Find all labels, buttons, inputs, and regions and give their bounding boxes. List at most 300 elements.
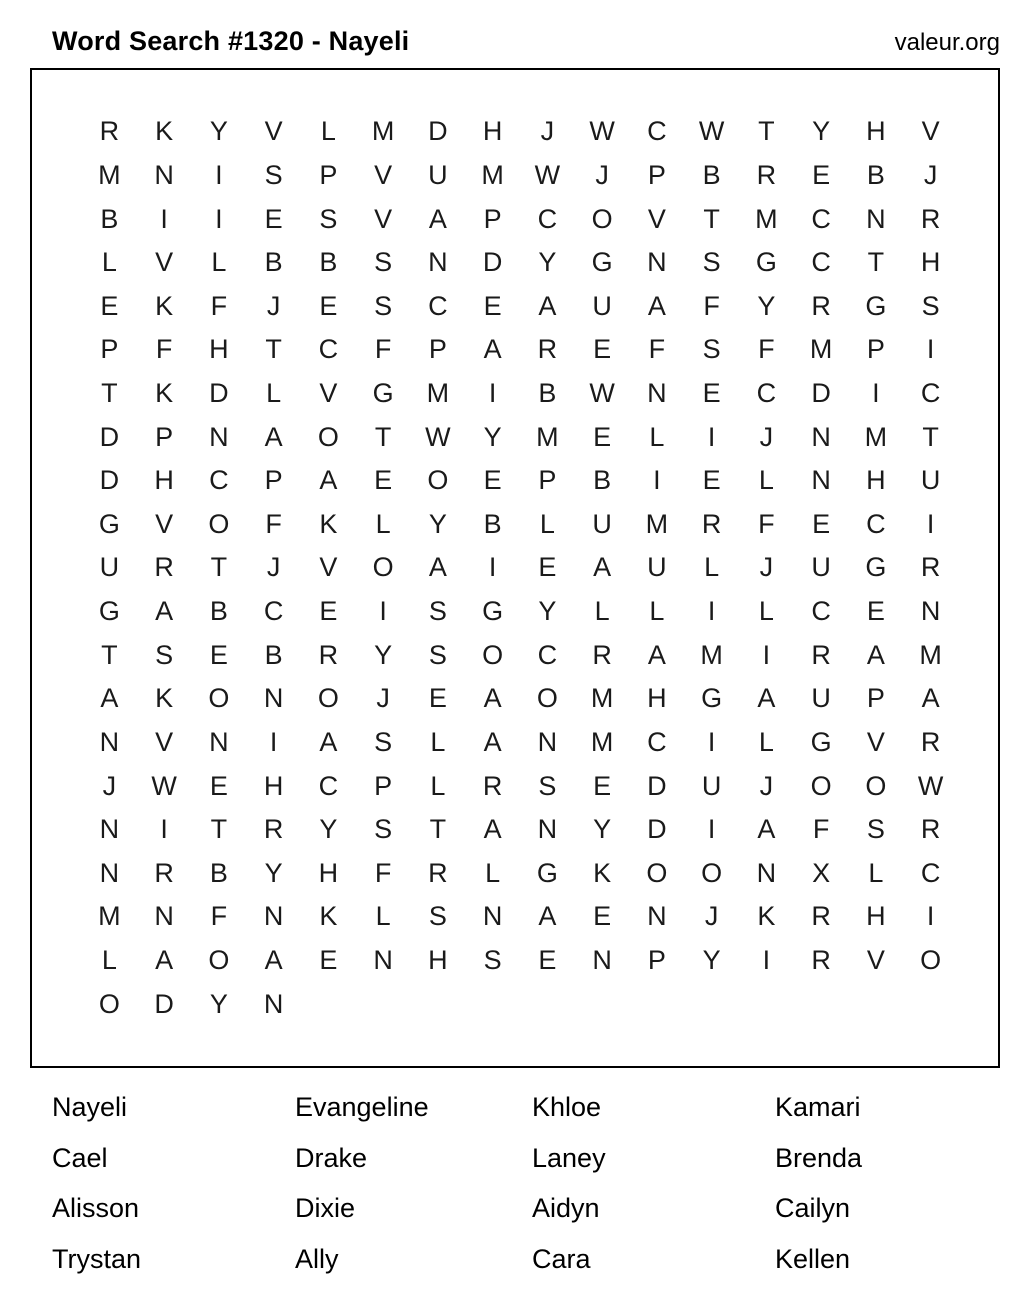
grid-cell: N xyxy=(920,596,941,627)
grid-cell: T xyxy=(210,814,228,845)
grid-cell: C xyxy=(647,726,667,757)
grid-cell: E xyxy=(428,683,447,714)
grid-cell: L xyxy=(211,247,227,278)
grid-cell: E xyxy=(812,508,831,539)
grid-cell: E xyxy=(100,290,119,321)
grid-cell: N xyxy=(592,945,612,976)
grid-cell: F xyxy=(703,290,720,321)
grid-cell: J xyxy=(759,421,774,452)
grid-cell: Y xyxy=(428,508,447,539)
grid-cell: L xyxy=(758,596,774,627)
word-list-item: Kellen xyxy=(775,1243,851,1274)
grid-cell: A xyxy=(757,683,776,714)
word-list-item: Evangeline xyxy=(295,1092,429,1122)
grid-cell: A xyxy=(593,552,612,583)
grid-cell: S xyxy=(428,596,447,627)
grid-cell: C xyxy=(647,116,667,147)
grid-cell: N xyxy=(647,378,667,409)
word-list-item: Ally xyxy=(295,1243,339,1274)
grid-cell: H xyxy=(866,465,886,496)
grid-cell: L xyxy=(430,726,446,757)
grid-cell: K xyxy=(155,116,174,147)
grid-cell: F xyxy=(758,334,775,365)
grid-cell: S xyxy=(264,159,283,190)
grid-cell: L xyxy=(320,116,336,147)
grid-cell: U xyxy=(811,683,831,714)
grid-cell: R xyxy=(154,552,174,583)
grid-cell: P xyxy=(866,334,885,365)
grid-cell: O xyxy=(591,203,613,234)
word-list-item: Brenda xyxy=(775,1142,863,1173)
grid-cell: Y xyxy=(757,290,776,321)
grid-cell: U xyxy=(647,552,667,583)
grid-cell: R xyxy=(756,159,777,190)
grid-cell: J xyxy=(759,552,774,583)
grid-cell: H xyxy=(209,334,229,365)
grid-cell: K xyxy=(319,901,338,932)
grid-cell: N xyxy=(99,857,120,888)
site-name: valeur.org xyxy=(894,29,1000,56)
grid-cell: G xyxy=(810,726,832,757)
grid-cell: A xyxy=(319,465,338,496)
grid-cell: Y xyxy=(483,421,502,452)
grid-cell: D xyxy=(99,465,120,496)
grid-cell: O xyxy=(427,465,449,496)
grid-cell: Y xyxy=(209,988,228,1019)
grid-cell: G xyxy=(865,290,887,321)
grid-cell: A xyxy=(921,683,940,714)
grid-cell: P xyxy=(264,465,283,496)
grid-cell: J xyxy=(704,901,719,932)
grid-cell: T xyxy=(703,203,720,234)
grid-cell: B xyxy=(483,508,502,539)
grid-cell: H xyxy=(263,770,284,801)
grid-cell: R xyxy=(811,639,831,670)
grid-cell: C xyxy=(756,378,777,409)
grid-cell: V xyxy=(155,247,174,278)
grid-cell: S xyxy=(483,945,502,976)
grid-cell: J xyxy=(266,290,281,321)
word-list-item: Dixie xyxy=(295,1193,356,1224)
grid-cell: E xyxy=(812,159,831,190)
grid-cell: E xyxy=(866,596,885,627)
grid-cell: D xyxy=(811,378,831,409)
grid-cell: R xyxy=(920,203,941,234)
grid-cell: B xyxy=(264,639,283,670)
grid-cell: N xyxy=(373,945,393,976)
grid-cell: M xyxy=(700,639,723,670)
grid-cell: B xyxy=(593,465,612,496)
grid-cell: C xyxy=(920,378,941,409)
grid-cell: L xyxy=(704,552,720,583)
grid-cell: W xyxy=(425,421,451,452)
grid-cell: A xyxy=(428,203,447,234)
grid-cell: E xyxy=(209,770,228,801)
grid-cell: L xyxy=(649,421,665,452)
grid-cell: S xyxy=(538,770,557,801)
word-list-item: Cael xyxy=(52,1142,108,1173)
grid-cell: P xyxy=(428,334,447,365)
grid-cell: R xyxy=(154,857,174,888)
grid-cell: T xyxy=(101,378,118,409)
grid-cell: A xyxy=(319,726,338,757)
word-list-item: Drake xyxy=(295,1142,368,1173)
grid-cell: E xyxy=(593,901,612,932)
grid-cell: C xyxy=(811,596,831,627)
grid-cell: G xyxy=(98,508,120,539)
grid-cell: R xyxy=(428,857,448,888)
grid-cell: T xyxy=(922,421,939,452)
grid-cell: A xyxy=(264,421,283,452)
grid-cell: B xyxy=(264,247,283,278)
grid-cell: E xyxy=(319,596,338,627)
word-list-item: Kamari xyxy=(775,1092,861,1122)
grid-cell: P xyxy=(155,421,174,452)
grid-cell: G xyxy=(98,596,120,627)
grid-cell: B xyxy=(209,857,228,888)
grid-cell: O xyxy=(536,683,558,714)
grid-cell: R xyxy=(318,639,339,670)
grid-cell: D xyxy=(99,421,120,452)
grid-cell: F xyxy=(812,814,830,845)
grid-cell: E xyxy=(593,770,612,801)
grid-cell: T xyxy=(429,814,447,845)
grid-cell: E xyxy=(319,945,338,976)
grid-cell: N xyxy=(263,683,284,714)
grid-cell: P xyxy=(866,683,885,714)
grid-cell: P xyxy=(319,159,338,190)
grid-cell: Y xyxy=(538,596,557,627)
grid-cell: S xyxy=(155,639,174,670)
grid-cell: F xyxy=(758,508,775,539)
grid-cell: M xyxy=(755,203,778,234)
grid-cell: A xyxy=(155,596,174,627)
grid-cell: E xyxy=(374,465,393,496)
grid-cell: P xyxy=(647,159,666,190)
grid-cell: E xyxy=(538,945,557,976)
grid-cell: I xyxy=(926,901,935,932)
grid-cell: V xyxy=(264,116,283,147)
grid-cell: L xyxy=(649,596,665,627)
page-header xyxy=(0,0,1030,57)
grid-cell: A xyxy=(100,683,119,714)
grid-cell: P xyxy=(647,945,666,976)
grid-cell: S xyxy=(866,814,885,845)
grid-cell: R xyxy=(920,814,941,845)
word-list-item: Cara xyxy=(532,1243,591,1274)
grid-cell: I xyxy=(707,814,716,845)
grid-cell: N xyxy=(811,465,831,496)
grid-cell: L xyxy=(868,857,884,888)
grid-cell: T xyxy=(265,334,282,365)
grid-cell: T xyxy=(758,116,775,147)
grid-cell: R xyxy=(482,770,503,801)
grid-cell: E xyxy=(319,290,338,321)
grid-cell: F xyxy=(210,290,228,321)
grid-cell: V xyxy=(647,203,666,234)
grid-cell: E xyxy=(483,465,502,496)
grid-cell: M xyxy=(919,639,942,670)
grid-cell: R xyxy=(811,945,831,976)
grid-cell: L xyxy=(375,508,391,539)
grid-cell: L xyxy=(101,945,117,976)
grid-cell: I xyxy=(707,421,716,452)
word-list-item: Aidyn xyxy=(532,1193,600,1224)
grid-cell: N xyxy=(209,421,229,452)
grid-cell: Y xyxy=(702,945,721,976)
grid-cell: S xyxy=(374,290,393,321)
grid-cell: O xyxy=(208,508,230,539)
grid-cell: V xyxy=(866,726,885,757)
word-list-item: Trystan xyxy=(52,1243,142,1274)
grid-cell: R xyxy=(920,726,941,757)
grid-cell: J xyxy=(376,683,390,714)
grid-cell: D xyxy=(154,988,174,1019)
grid-cell: C xyxy=(866,508,886,539)
grid-cell: U xyxy=(592,290,612,321)
grid-cell: A xyxy=(757,814,776,845)
word-list xyxy=(52,1090,990,1276)
grid-cell: A xyxy=(647,290,666,321)
grid-cell: P xyxy=(538,465,557,496)
grid-cell: J xyxy=(102,770,117,801)
grid-cell: M xyxy=(536,421,559,452)
grid-cell: S xyxy=(921,290,940,321)
word-list-item: Khloe xyxy=(532,1092,602,1122)
grid-cell: O xyxy=(317,421,339,452)
grid-cell: F xyxy=(155,334,173,365)
grid-cell: D xyxy=(428,116,448,147)
grid-cell: B xyxy=(209,596,228,627)
grid-cell: N xyxy=(482,901,503,932)
grid-cell: Y xyxy=(593,814,612,845)
grid-cell: I xyxy=(926,508,935,539)
grid-cell: R xyxy=(263,814,284,845)
word-list-item: Alisson xyxy=(52,1193,140,1224)
grid-cell: I xyxy=(160,814,168,845)
grid-cell: Y xyxy=(812,116,831,147)
grid-cell: O xyxy=(920,945,942,976)
grid-cell: N xyxy=(263,901,284,932)
grid-cell: S xyxy=(428,901,447,932)
grid-cell: C xyxy=(318,334,339,365)
grid-cell: H xyxy=(318,857,339,888)
grid-cell: R xyxy=(537,334,558,365)
grid-cell: B xyxy=(702,159,721,190)
grid-cell: T xyxy=(867,247,885,278)
grid-cell: A xyxy=(538,901,557,932)
grid-cell: L xyxy=(101,247,117,278)
grid-cell: S xyxy=(374,247,393,278)
grid-cell: T xyxy=(210,552,228,583)
grid-cell: B xyxy=(100,203,119,234)
grid-cell: R xyxy=(701,508,722,539)
grid-cell: P xyxy=(483,203,502,234)
grid-cell: C xyxy=(209,465,229,496)
grid-cell: V xyxy=(866,945,885,976)
grid-cell: O xyxy=(646,857,668,888)
grid-cell: M xyxy=(98,159,121,190)
grid-cell: I xyxy=(653,465,661,496)
grid-cell: E xyxy=(702,465,721,496)
puzzle-grid-box xyxy=(30,68,1000,1068)
puzzle-grid xyxy=(82,110,958,1026)
grid-cell: A xyxy=(264,945,283,976)
grid-cell: N xyxy=(811,421,831,452)
grid-cell: O xyxy=(865,770,887,801)
grid-cell: G xyxy=(372,378,394,409)
grid-cell: R xyxy=(811,290,831,321)
grid-cell: N xyxy=(647,901,667,932)
grid-cell: N xyxy=(647,247,667,278)
grid-cell: H xyxy=(920,247,941,278)
grid-cell: R xyxy=(592,639,612,670)
grid-cell: F xyxy=(210,901,228,932)
grid-cell: L xyxy=(485,857,501,888)
grid-cell: O xyxy=(98,988,120,1019)
grid-cell: S xyxy=(319,203,338,234)
grid-cell: I xyxy=(379,596,387,627)
grid-cell: S xyxy=(702,334,721,365)
grid-cell: C xyxy=(811,247,831,278)
grid-cell: Y xyxy=(209,116,228,147)
grid-cell: Y xyxy=(319,814,338,845)
grid-cell: H xyxy=(428,945,448,976)
grid-cell: N xyxy=(209,726,229,757)
grid-cell: G xyxy=(591,247,613,278)
grid-cell: W xyxy=(589,116,615,147)
grid-cell: C xyxy=(263,596,284,627)
grid-cell: Y xyxy=(538,247,557,278)
grid-cell: V xyxy=(921,116,940,147)
grid-cell: T xyxy=(101,639,118,670)
grid-cell: U xyxy=(701,770,722,801)
grid-cell: F xyxy=(374,857,392,888)
grid-cell: K xyxy=(155,290,174,321)
grid-cell: E xyxy=(593,421,612,452)
grid-cell: R xyxy=(99,116,120,147)
grid-cell: O xyxy=(317,683,339,714)
grid-cell: N xyxy=(756,857,777,888)
grid-cell: V xyxy=(319,378,338,409)
grid-cell: I xyxy=(215,203,223,234)
grid-cell: C xyxy=(318,770,339,801)
grid-cell: I xyxy=(160,203,168,234)
grid-cell: I xyxy=(926,334,935,365)
grid-cell: O xyxy=(208,945,230,976)
grid-cell: K xyxy=(155,683,174,714)
grid-cell: N xyxy=(537,814,558,845)
grid-cell: D xyxy=(647,814,667,845)
grid-cell: F xyxy=(265,508,282,539)
grid-cell: D xyxy=(209,378,229,409)
grid-cell: M xyxy=(426,378,450,409)
grid-cell: H xyxy=(482,116,503,147)
grid-cell: G xyxy=(536,857,558,888)
grid-cell: M xyxy=(590,726,614,757)
grid-cell: W xyxy=(534,159,561,190)
grid-cell: I xyxy=(215,159,223,190)
grid-cell: A xyxy=(428,552,447,583)
grid-cell: S xyxy=(702,247,721,278)
grid-cell: J xyxy=(759,770,774,801)
grid-cell: E xyxy=(209,639,228,670)
grid-cell: I xyxy=(488,552,497,583)
grid-cell: M xyxy=(371,116,395,147)
grid-cell: J xyxy=(595,159,609,190)
grid-cell: G xyxy=(482,596,504,627)
grid-cell: H xyxy=(154,465,174,496)
grid-cell: J xyxy=(540,116,555,147)
grid-cell: G xyxy=(701,683,723,714)
grid-cell: L xyxy=(758,465,774,496)
grid-cell: I xyxy=(488,378,497,409)
grid-cell: V xyxy=(374,203,393,234)
grid-cell: V xyxy=(319,552,338,583)
grid-cell: E xyxy=(538,552,557,583)
grid-cell: A xyxy=(866,639,885,670)
grid-cell: D xyxy=(482,247,503,278)
grid-cell: C xyxy=(920,857,941,888)
page-title: Word Search #1320 - Nayeli xyxy=(52,26,410,56)
grid-cell: R xyxy=(811,901,831,932)
grid-cell: M xyxy=(809,334,833,365)
grid-cell: L xyxy=(430,770,446,801)
grid-cell: D xyxy=(647,770,667,801)
grid-cell: V xyxy=(374,159,393,190)
word-list-item: Nayeli xyxy=(52,1092,128,1122)
grid-cell: U xyxy=(592,508,612,539)
grid-cell: C xyxy=(537,639,558,670)
grid-cell: M xyxy=(645,508,669,539)
grid-cell: A xyxy=(155,945,174,976)
grid-cell: O xyxy=(208,683,230,714)
grid-cell: M xyxy=(864,421,888,452)
grid-cell: I xyxy=(762,639,771,670)
grid-cell: Y xyxy=(264,857,283,888)
grid-cell: A xyxy=(483,334,502,365)
grid-cell: L xyxy=(375,901,391,932)
grid-cell: I xyxy=(707,726,716,757)
grid-cell: U xyxy=(99,552,120,583)
grid-cell: W xyxy=(698,116,725,147)
grid-cell: U xyxy=(920,465,941,496)
grid-cell: F xyxy=(648,334,666,365)
grid-cell: R xyxy=(920,552,941,583)
grid-cell: I xyxy=(872,378,880,409)
grid-cell: S xyxy=(374,814,393,845)
grid-cell: O xyxy=(810,770,832,801)
grid-cell: L xyxy=(594,596,610,627)
grid-cell: K xyxy=(319,508,338,539)
grid-cell: J xyxy=(266,552,281,583)
grid-cell: N xyxy=(154,901,174,932)
grid-cell: U xyxy=(428,159,448,190)
grid-cell: P xyxy=(100,334,119,365)
grid-cell: W xyxy=(917,770,944,801)
grid-cell: K xyxy=(757,901,776,932)
grid-cell: U xyxy=(811,552,831,583)
grid-cell: I xyxy=(762,945,771,976)
grid-cell: N xyxy=(428,247,448,278)
grid-cell: A xyxy=(483,683,502,714)
grid-cell: N xyxy=(263,988,284,1019)
grid-cell: I xyxy=(707,596,716,627)
grid-cell: O xyxy=(372,552,394,583)
grid-cell: L xyxy=(758,726,774,757)
grid-cell: H xyxy=(866,901,886,932)
grid-cell: B xyxy=(866,159,885,190)
